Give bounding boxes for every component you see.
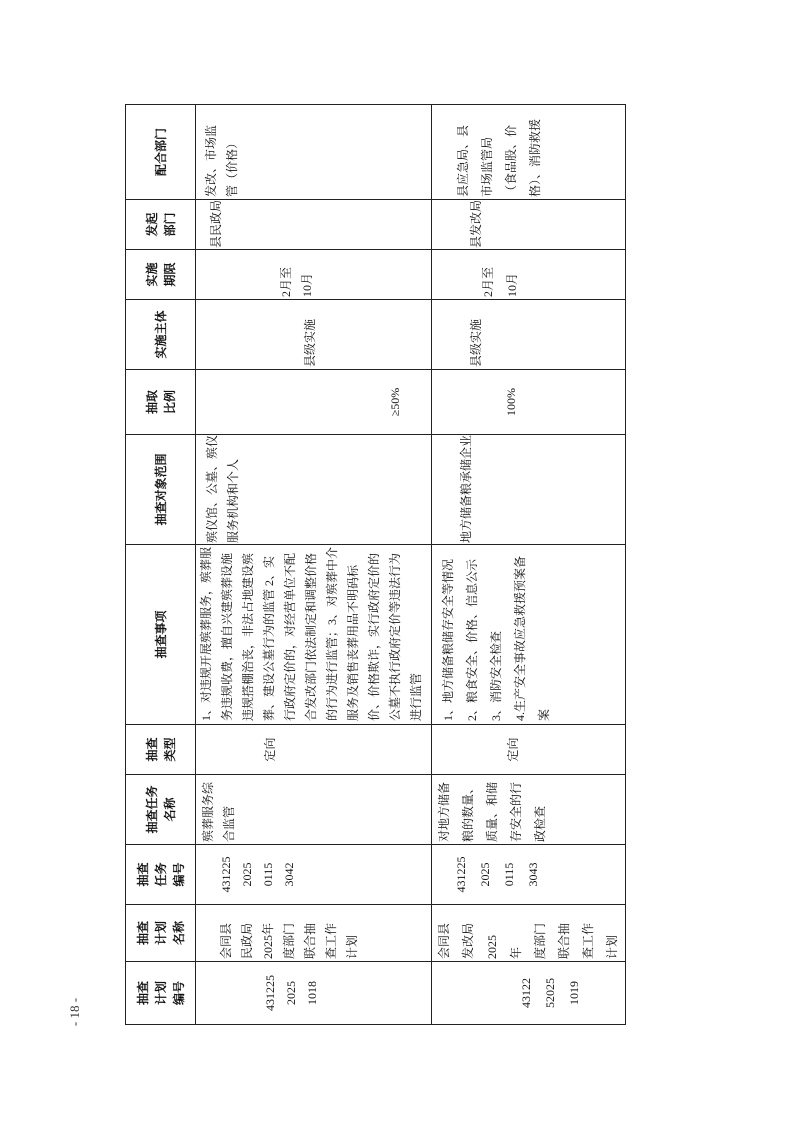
period-cell: 2月至 10月 — [432, 250, 626, 300]
header-cooperating-dept: 配合部门 — [126, 105, 196, 200]
header-plan-number: 抽查 计划 编号 — [126, 962, 196, 1025]
check-scope-cell: 地方储备粮承储企业 — [432, 435, 626, 545]
sampling-ratio-cell: 100% — [432, 370, 626, 435]
check-items-cell: 1、对违规开展殡葬服务，殡葬服 务违规收费，擅自兴建殡葬设施 违规搭棚治丧，非法占地建设殡 葬、建设公墓行为的监管 2、实 行政府定价的，对经营单位不配 合发改部门依法制定和调整价格 的行为进行监管；3、对殡葬中介 服务及销售丧葬用品不明码标 价、价格欺诈，实行政府定价的 公墓不执行政府定价等违法行为 进行监管 — [196, 545, 432, 725]
header-implementer: 实施主体 — [126, 300, 196, 370]
header-task-name: 抽查任务 名称 — [126, 775, 196, 845]
plan-number-cell: 431225 2025 1018 — [196, 962, 432, 1025]
header-check-scope: 抽查对象范围 — [126, 435, 196, 545]
table-header-row — [126, 105, 196, 1025]
implementer-cell: 县级实施 — [196, 300, 432, 370]
inspection-table — [125, 105, 625, 1025]
implementer-cell: 县级实施 — [432, 300, 626, 370]
table-row — [432, 105, 626, 1025]
table-row — [196, 105, 432, 1025]
task-number-cell: 431225 2025 0115 3043 — [432, 845, 626, 905]
inspection-plan-table — [125, 104, 626, 1025]
initiating-dept-cell: 县发改局 — [432, 200, 626, 250]
check-type-cell: 定向 — [196, 725, 432, 775]
period-cell: 2月至 10月 — [196, 250, 432, 300]
plan-number-cell: 43122 52025 1019 — [432, 962, 626, 1025]
plan-name-cell: 会同县 发改局 2025 年 度部门 联合抽 查工作 计划 — [432, 905, 626, 962]
cooperating-dept-cell: 县应急局、县 市场监管局 （食品股、价 格）、消防救援 — [432, 105, 626, 200]
page-number: - 18 - — [67, 997, 82, 1027]
cooperating-dept-cell: 发改、市场监 管（价格） — [196, 105, 432, 200]
sampling-ratio-cell: ≥50% — [196, 370, 432, 435]
header-check-type: 抽查 类型 — [126, 725, 196, 775]
plan-name-cell: 会同县 民政局 2025年 度部门 联合抽 查工作 计划 — [196, 905, 432, 962]
header-initiating-dept: 发起 部门 — [126, 200, 196, 250]
header-sampling-ratio: 抽取 比例 — [126, 370, 196, 435]
check-scope-cell: 殡仪馆、公墓、殡仪 服务机构和个人 — [196, 435, 432, 545]
task-name-cell: 对地方储备 粮的数量、 质量、和储 存安全的行 政检查 — [432, 775, 626, 845]
check-type-cell: 定向 — [432, 725, 626, 775]
task-name-cell: 殡葬服务综 合监管 — [196, 775, 432, 845]
header-check-items: 抽查事项 — [126, 545, 196, 725]
task-number-cell: 431225 2025 0115 3042 — [196, 845, 432, 905]
header-period: 实施 期限 — [126, 250, 196, 300]
check-items-cell: 1、地方储备粮储存安全等情况 2、粮食安全、价格、信息公示 3、消防安全检查 4.生产安全事故应急救援预案备 案 — [432, 545, 626, 725]
header-plan-name: 抽查 计划 名称 — [126, 905, 196, 962]
initiating-dept-cell: 县民政局 — [196, 200, 432, 250]
header-task-number: 抽查 任务 编号 — [126, 845, 196, 905]
